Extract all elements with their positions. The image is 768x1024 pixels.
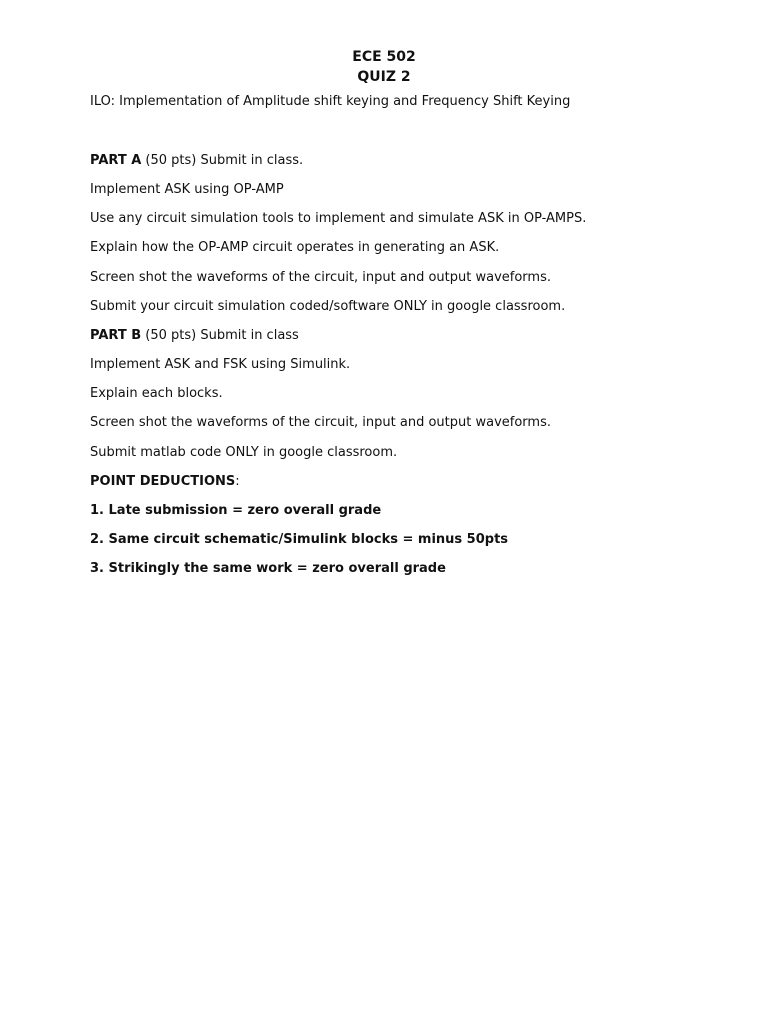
deduction-item: 3. Strikingly the same work = zero overall grade: [90, 561, 446, 576]
part-a-item: Use any circuit simulation tools to implement and simulate ASK in OP-AMPS.: [90, 211, 587, 226]
deduction-item: 2. Same circuit schematic/Simulink blocks = minus 50pts: [90, 532, 509, 547]
part-a-item: Explain how the OP-AMP circuit operates in generating an ASK.: [90, 240, 500, 255]
part-b-item: Submit matlab code ONLY in google classroom.: [90, 445, 398, 460]
part-a-item: Implement ASK using OP-AMP: [90, 182, 284, 197]
document-title: [0, 47, 768, 87]
ilo-statement: ILO: Implementation of Amplitude shift keying and Frequency Shift Keying: [90, 94, 571, 109]
course-code: ECE 502: [352, 49, 416, 65]
point-deductions-colon: :: [235, 474, 240, 489]
deduction-item: 1. Late submission = zero overall grade: [90, 503, 382, 518]
quiz-title: QUIZ 2: [357, 69, 411, 85]
part-a-item: Submit your circuit simulation coded/software ONLY in google classroom.: [90, 299, 566, 314]
part-a-header-rest: (50 pts) Submit in class.: [141, 153, 304, 168]
part-b-header-rest: (50 pts) Submit in class: [141, 328, 299, 343]
part-b-item: Implement ASK and FSK using Simulink.: [90, 357, 351, 372]
point-deductions-header: [90, 473, 240, 491]
part-b-header: [90, 327, 299, 345]
part-b-item: Explain each blocks.: [90, 386, 223, 401]
part-b-item: Screen shot the waveforms of the circuit, input and output waveforms.: [90, 415, 551, 430]
point-deductions-label: POINT DEDUCTIONS: [90, 474, 236, 489]
part-a-item: Screen shot the waveforms of the circuit, input and output waveforms.: [90, 270, 551, 285]
part-b-label: PART B: [90, 328, 142, 343]
part-a-header: [90, 152, 303, 170]
part-a-label: PART A: [90, 153, 142, 168]
